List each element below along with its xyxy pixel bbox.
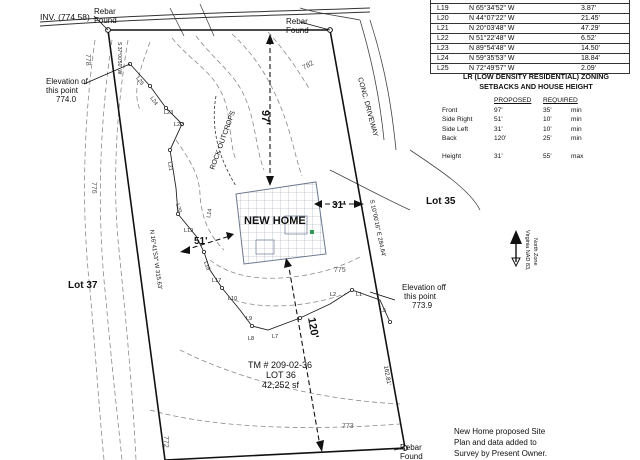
- table-row: Side Left 31' 10' min: [442, 125, 582, 133]
- elevation-right-line3: 773.9: [412, 301, 433, 310]
- found-label-top-left: Found: [94, 16, 117, 25]
- front-setback-dim: 97': [259, 110, 271, 125]
- lot37-label: Lot 37: [68, 280, 98, 291]
- bearing-left: N 16°41'53" W 315.63': [148, 229, 163, 290]
- line-table: [430, 0, 630, 74]
- svg-text:L18: L18: [202, 260, 211, 272]
- contour-label-773: 773: [342, 423, 354, 430]
- svg-text:L23: L23: [164, 110, 174, 116]
- svg-text:L19: L19: [184, 228, 194, 234]
- north-arrow-icon: [510, 230, 522, 266]
- svg-text:L21: L21: [166, 161, 174, 172]
- table-row: Height 31' 55' max: [442, 152, 584, 160]
- owner-note-line3: Survey by Present Owner.: [454, 449, 547, 458]
- owner-note-line1: New Home proposed Site: [454, 427, 546, 436]
- owner-note: [454, 426, 634, 459]
- elevation-right-line1: Elevation off: [402, 283, 446, 292]
- svg-text:L2: L2: [330, 292, 337, 298]
- found-label-bottom: Found: [400, 452, 423, 460]
- svg-text:L1: L1: [356, 292, 363, 298]
- tax-map-number: TM # 209-02-36: [248, 360, 313, 370]
- zoning-header: [440, 96, 632, 106]
- zoning-table: [440, 72, 632, 161]
- elevation-left-line3: 774.0: [56, 95, 77, 104]
- table-row: L24 N 59°35'53" W 18.84': [430, 54, 630, 64]
- table-row: L25 N 72°49'57" W 2.09': [430, 64, 630, 74]
- zoning-title: LR (LOW DENSITY RESIDENTIAL) ZONING: [462, 72, 609, 81]
- new-home-label: NEW HOME: [244, 215, 306, 227]
- contour-label-772: 772: [162, 436, 169, 448]
- contour-label-778: 778: [84, 54, 91, 66]
- table-row: Back 120' 25' min: [442, 135, 582, 142]
- rebar-label-top-left: Rebar: [94, 7, 116, 16]
- invert-label: INV. (774.58): [40, 12, 90, 22]
- rebar-label-bottom: Rebar: [400, 443, 422, 452]
- lot-area: 42,252 sf: [262, 380, 300, 390]
- north-zone-line1: Virginia NAD 83,: [524, 230, 530, 271]
- elevation-left-line1: Elevation of: [46, 77, 88, 86]
- back-setback-dim: 120': [305, 316, 321, 340]
- side-left-setback-dim: 31': [332, 200, 346, 211]
- svg-text:L14: L14: [206, 208, 214, 219]
- driveway-label: CONC. DRIVEWAY: [356, 76, 379, 138]
- svg-text:L5: L5: [380, 308, 387, 314]
- lot35-label: Lot 35: [426, 196, 456, 207]
- table-row: L19 N 65°34'52" W 3.87': [430, 4, 630, 14]
- svg-text:L8: L8: [248, 336, 255, 342]
- table-row: L21 N 20°03'48" W 47.29': [430, 24, 630, 34]
- elevation-left-line2: this point: [46, 86, 79, 95]
- rebar-label-top-right: Rebar: [286, 17, 308, 26]
- rock-outcrops-label: ROCK OUTCROPS: [209, 110, 238, 171]
- elevation-right-line2: this point: [404, 292, 437, 301]
- required-header: REQUIRED: [543, 97, 578, 104]
- table-row: Side Right 51' 10' min: [442, 116, 582, 123]
- lot-number: LOT 36: [266, 370, 296, 380]
- table-row: L22 N 51°22'48" W 6.52': [430, 34, 630, 44]
- svg-text:L25: L25: [134, 75, 145, 87]
- bearing-top: S 37°00'50" W: [116, 42, 122, 75]
- contour-label-775: 775: [334, 267, 346, 274]
- svg-text:L7: L7: [272, 334, 279, 340]
- contour-label-782: 782: [301, 59, 316, 72]
- found-label-top-right: Found: [286, 26, 309, 35]
- svg-text:L9: L9: [246, 316, 253, 322]
- north-zone-line2: North Zone: [532, 238, 538, 266]
- owner-note-line2: Plan and data added to: [454, 438, 537, 447]
- zoning-subtitle: SETBACKS AND HOUSE HEIGHT: [479, 82, 593, 91]
- table-row: Front 97' 35' min: [442, 106, 582, 114]
- proposed-header: PROPOSED: [494, 97, 532, 104]
- svg-text:L20: L20: [174, 202, 183, 214]
- bearing-right: S 10°00'16" E 284.64': [368, 199, 387, 258]
- distance-right: 162.81': [382, 365, 392, 386]
- svg-text:L24: L24: [148, 95, 159, 107]
- svg-text:L17: L17: [212, 278, 222, 284]
- table-row: L23 N 89°54'48" W 14.50': [430, 44, 630, 54]
- table-row: L20 N 44°07'22" W 21.45': [430, 14, 630, 24]
- contour-label-776: 776: [90, 182, 97, 194]
- svg-text:L10: L10: [228, 296, 238, 302]
- svg-text:L22: L22: [174, 122, 184, 128]
- side-right-setback-dim: 51': [194, 236, 208, 247]
